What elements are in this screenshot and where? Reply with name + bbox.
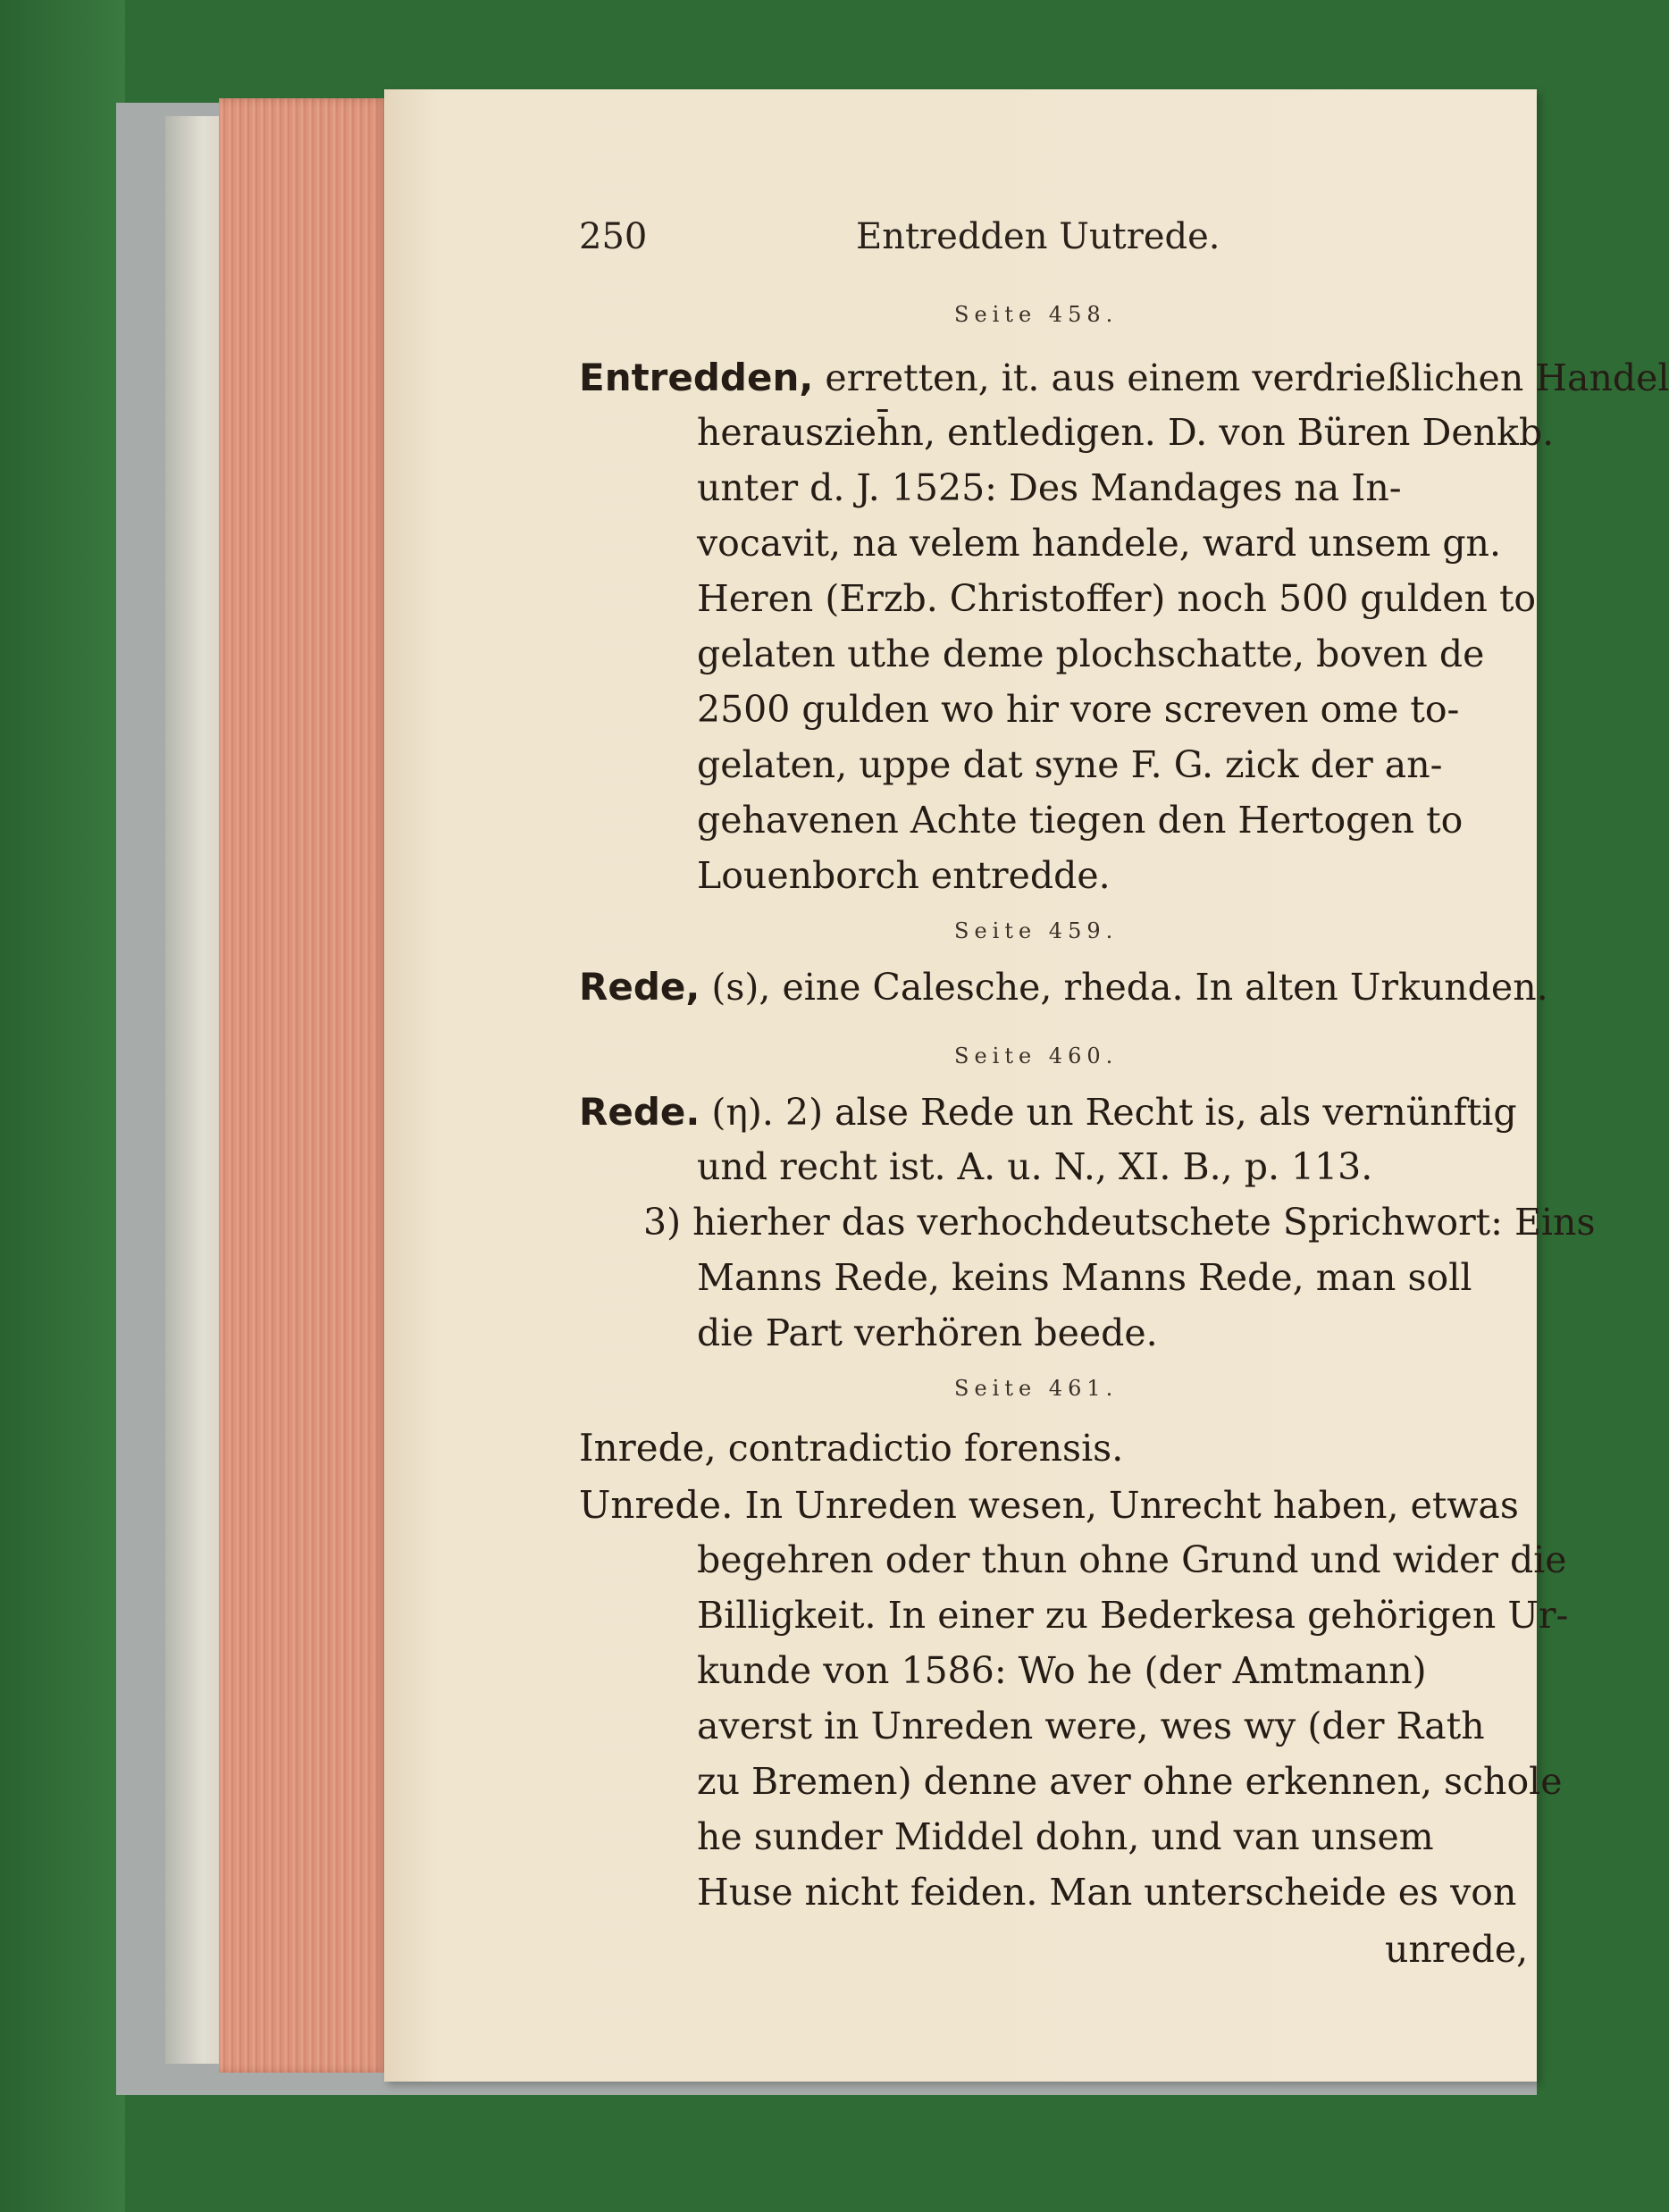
entry-text: (s), eine Calesche, rheda. In alten Urkunden. <box>700 966 1548 1009</box>
entry-line: gehavenen Achte tiegen den Hertogen to <box>697 799 1464 842</box>
entry-line: begehren oder thun ohne Grund und wider die <box>697 1538 1567 1581</box>
headword: Rede, <box>579 965 700 1009</box>
catchword: unrede, <box>1385 1928 1529 1971</box>
section-label: Seite 459. <box>954 918 1119 943</box>
entry-line: Louenborch entredde. <box>697 854 1111 897</box>
entry-text: (η). 2) alse Rede un Recht is, als vernünftig <box>700 1091 1517 1134</box>
headword: Inrede, <box>579 1426 717 1470</box>
entry-line: unter d. J. 1525: Des Mandages na In- <box>697 466 1402 509</box>
running-head <box>579 216 1240 270</box>
entry-line: vocavit, na velem handele, ward unsem gn. <box>697 522 1501 565</box>
headword: Entredden, <box>579 356 814 399</box>
entry-line <box>579 965 1548 1009</box>
headword: Unrede. <box>579 1483 734 1527</box>
entry-text: erretten, it. aus einem verdrießlichen Handel <box>813 356 1669 399</box>
entry-line <box>579 1426 1123 1470</box>
entry-line <box>579 356 1669 399</box>
entry-line: gelaten, uppe dat syne F. G. zick der an- <box>697 743 1443 786</box>
page-number: 250 <box>579 216 648 257</box>
entry-line: Heren (Erzb. Christoffer) noch 500 gulden to <box>697 577 1537 620</box>
entry-line: 2500 gulden wo hir vore screven ome to- <box>697 688 1460 731</box>
entry-line: zu Bremen) denne aver ohne erkennen, schole <box>697 1760 1563 1803</box>
entry-line: und recht ist. A. u. N., XI. B., p. 113. <box>697 1145 1373 1188</box>
entry-line <box>579 1090 1517 1134</box>
entry-line <box>579 1483 1519 1527</box>
entry-line: gelaten uthe deme plochschatte, boven de <box>697 633 1485 675</box>
section-label: Seite 458. <box>954 302 1119 327</box>
running-title: Entredden Uutrede. <box>856 216 1220 257</box>
entry-line: 3) hierher das verhochdeutschete Sprichwort: Eins <box>643 1201 1596 1244</box>
section-label: Seite 460. <box>954 1043 1119 1068</box>
entry-text: contradictio forensis. <box>716 1427 1124 1470</box>
entry-line: averst in Unreden were, wes wy (der Rath <box>697 1705 1485 1747</box>
entry-line: die Part verhören beede. <box>697 1311 1158 1354</box>
scan-background <box>0 0 125 2212</box>
page-edges <box>219 98 389 2073</box>
entry-line: kunde von 1586: Wo he (der Amtmann) <box>697 1649 1427 1692</box>
entry-line: Manns Rede, keins Manns Rede, man soll <box>697 1256 1472 1299</box>
section-label: Seite 461. <box>954 1376 1119 1401</box>
entry-line: Huse nicht feiden. Man unterscheide es von <box>697 1871 1517 1914</box>
entry-line: herauszieh̄n, entledigen. D. von Büren Denkb. <box>697 411 1555 454</box>
entry-text: In Unreden wesen, Unrecht haben, etwas <box>733 1484 1519 1527</box>
entry-line: Billigkeit. In einer zu Bederkesa gehörigen Ur- <box>697 1594 1569 1637</box>
entry-line: he sunder Middel dohn, und van unsem <box>697 1815 1434 1858</box>
headword: Rede. <box>579 1090 700 1134</box>
